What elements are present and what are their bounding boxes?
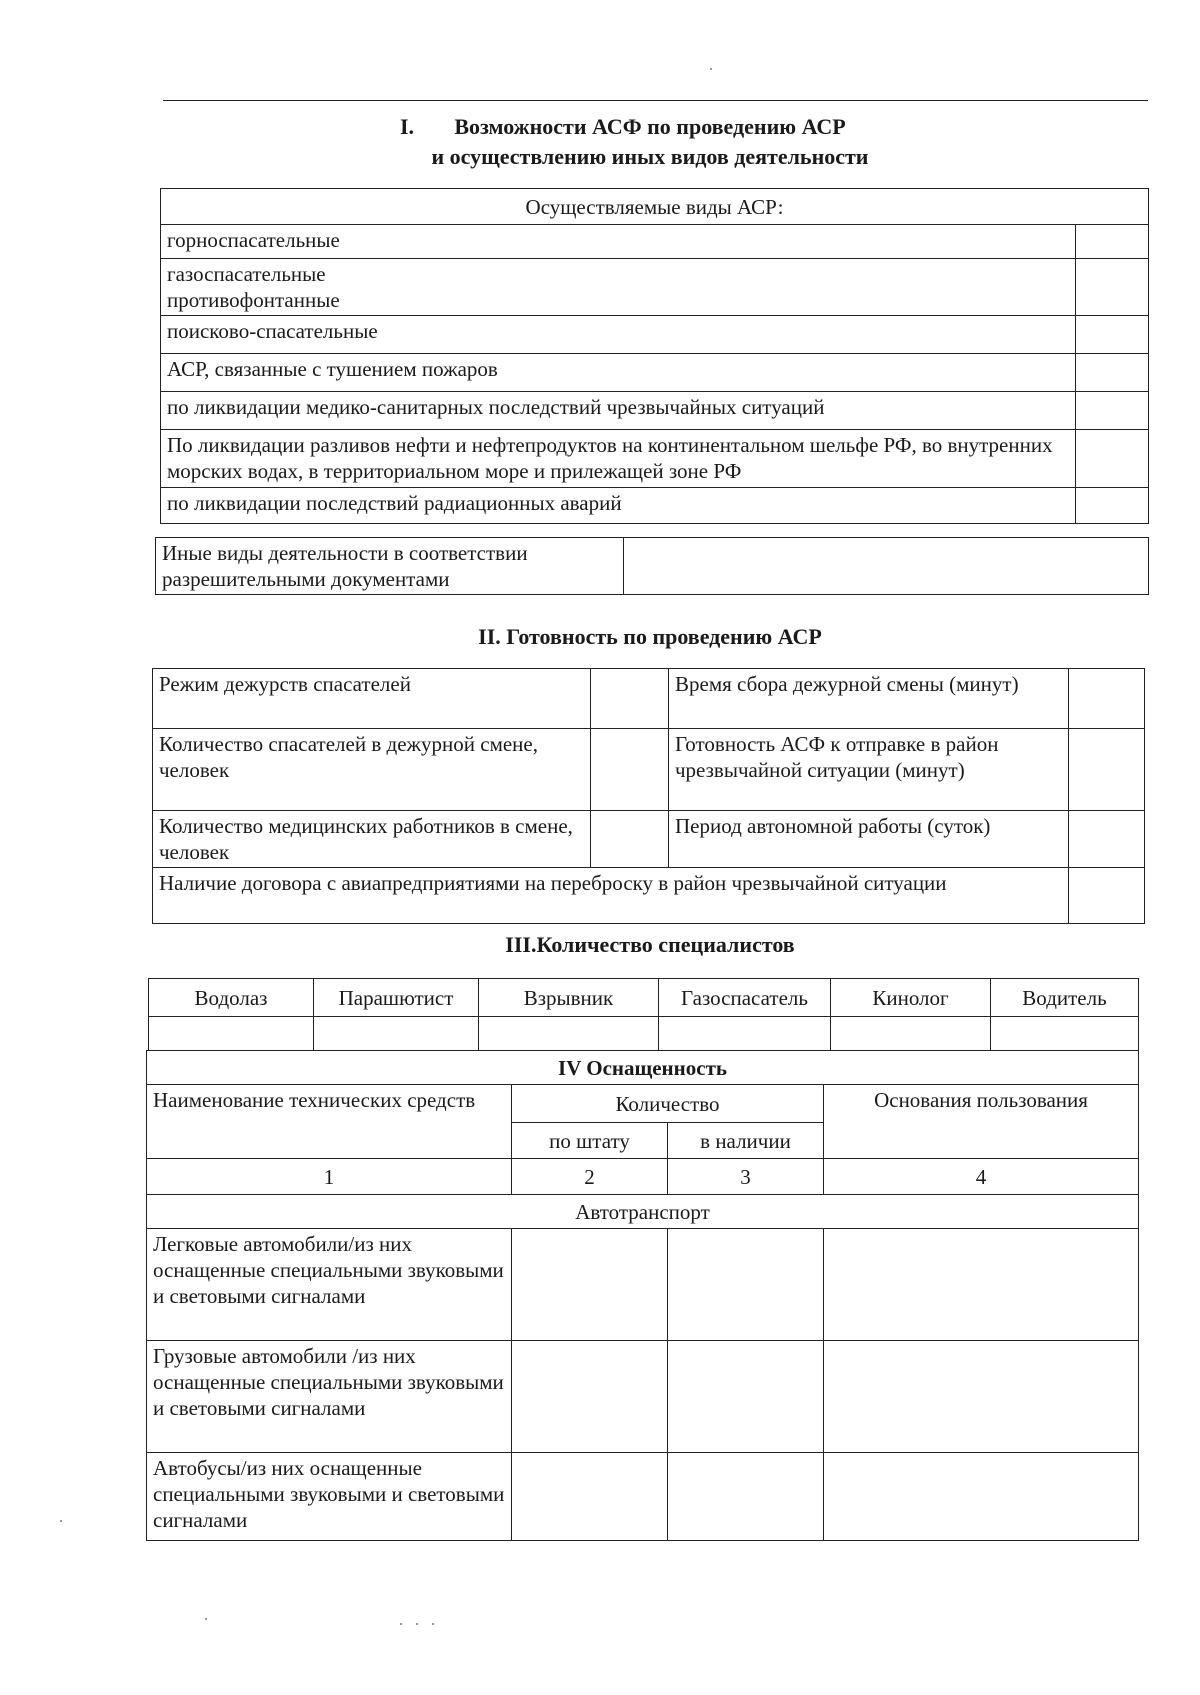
specialist-col-gas-rescuer: Газоспасатель	[659, 979, 831, 1017]
specialist-count-blaster[interactable]	[479, 1017, 659, 1051]
specialists-table	[148, 978, 1139, 1051]
scan-speck	[60, 1520, 62, 1522]
rescuers-on-duty-label: Количество спасателей в дежурной смене, человек	[153, 729, 591, 811]
scan-speck	[400, 1623, 402, 1625]
asr-type-mark-cell[interactable]	[1076, 392, 1149, 430]
rescuers-on-duty-value[interactable]	[591, 729, 669, 811]
quantity-available-header: в наличии	[668, 1123, 824, 1159]
column-number-4: 4	[824, 1159, 1139, 1195]
equipment-buses-basis[interactable]	[824, 1453, 1139, 1541]
dispatch-readiness-value[interactable]	[1069, 729, 1145, 811]
section3-title: III.Количество специалистов	[505, 932, 795, 957]
specialist-col-dog-handler: Кинолог	[831, 979, 991, 1017]
asr-type-row	[161, 259, 1076, 316]
specialist-col-driver: Водитель	[991, 979, 1139, 1017]
equipment-name-header: Наименование технических средств	[147, 1085, 512, 1159]
scan-speck	[432, 1623, 434, 1625]
specialist-count-dog-handler[interactable]	[831, 1017, 991, 1051]
scan-speck	[710, 68, 712, 70]
vehicles-group-header: Автотранспорт	[147, 1195, 1139, 1229]
specialist-col-blaster: Взрывник	[479, 979, 659, 1017]
duty-mode-label: Режим дежурств спасателей	[153, 669, 591, 729]
column-number-1: 1	[147, 1159, 512, 1195]
readiness-table	[152, 668, 1145, 924]
specialist-count-gas-rescuer[interactable]	[659, 1017, 831, 1051]
other-activities-value[interactable]	[624, 538, 1149, 595]
asr-type-fountain: противофонтанные	[167, 288, 340, 312]
asr-type-mark-cell[interactable]	[1076, 354, 1149, 392]
asr-type-row: По ликвидации разливов нефти и нефтепродуктов на континентальном шельфе РФ, во внутренних морских водах, в территориальном море и прилежащей зоне РФ	[161, 430, 1076, 488]
asr-type-mark-cell[interactable]	[1076, 225, 1149, 259]
equipment-trucks-basis[interactable]	[824, 1341, 1139, 1453]
asr-types-header: Осуществляемые виды АСР:	[161, 189, 1149, 225]
equipment-cars-by-staff[interactable]	[512, 1229, 668, 1341]
autonomy-period-value[interactable]	[1069, 811, 1145, 868]
asr-types-table	[160, 188, 1149, 524]
asr-type-gas: газоспасательные	[167, 262, 326, 286]
header-rule	[163, 100, 1148, 101]
equipment-item-cars: Легковые автомобили/из них оснащенные специальными звуковыми и световыми сигналами	[147, 1229, 512, 1341]
specialist-col-parachutist: Парашютист	[314, 979, 479, 1017]
asr-type-row: по ликвидации медико-санитарных последствий чрезвычайных ситуаций	[161, 392, 1076, 430]
equipment-buses-by-staff[interactable]	[512, 1453, 668, 1541]
equipment-cars-available[interactable]	[668, 1229, 824, 1341]
medics-on-shift-value[interactable]	[591, 811, 669, 868]
equipment-cars-basis[interactable]	[824, 1229, 1139, 1341]
section4-title: IV Оснащенность	[147, 1051, 1139, 1085]
asr-type-mark-cell[interactable]	[1076, 430, 1149, 488]
asr-type-mark-cell[interactable]	[1076, 259, 1149, 316]
asr-type-row: горноспасательные	[161, 225, 1076, 259]
column-number-2: 2	[512, 1159, 668, 1195]
section1-title-text: Возможности АСФ по проведению АСР	[454, 114, 846, 139]
specialist-count-parachutist[interactable]	[314, 1017, 479, 1051]
scan-speck	[205, 1618, 207, 1620]
section2-title: II. Готовность по проведению АСР	[478, 624, 822, 649]
section1-title-line1	[150, 112, 1150, 142]
duty-mode-value[interactable]	[591, 669, 669, 729]
equipment-table	[146, 1050, 1139, 1541]
specialist-col-diver: Водолаз	[149, 979, 314, 1017]
shift-gather-time-value[interactable]	[1069, 669, 1145, 729]
autonomy-period-label: Период автономной работы (суток)	[669, 811, 1069, 868]
quantity-header: Количество	[512, 1085, 824, 1123]
asr-type-mark-cell[interactable]	[1076, 488, 1149, 524]
specialist-count-diver[interactable]	[149, 1017, 314, 1051]
medics-on-shift-label: Количество медицинских работников в смене, человек	[153, 811, 591, 868]
other-activities-label: Иные виды деятельности в соответствии разрешительными документами	[156, 538, 624, 595]
equipment-trucks-available[interactable]	[668, 1341, 824, 1453]
section1-title-line2: и осуществлению иных видов деятельности	[431, 144, 869, 169]
air-transfer-contract-label: Наличие договора с авиапредприятиями на переброску в район чрезвычайной ситуации	[153, 868, 1069, 924]
dispatch-readiness-label: Готовность АСФ к отправке в район чрезвычайной ситуации (минут)	[669, 729, 1069, 811]
equipment-item-buses: Автобусы/из них оснащенные специальными звуковыми и световыми сигналами	[147, 1453, 512, 1541]
equipment-trucks-by-staff[interactable]	[512, 1341, 668, 1453]
asr-type-mark-cell[interactable]	[1076, 316, 1149, 354]
other-activities-table	[155, 537, 1149, 595]
equipment-item-trucks: Грузовые автомобили /из них оснащенные специальными звуковыми и световыми сигналами	[147, 1341, 512, 1453]
air-transfer-contract-value[interactable]	[1069, 868, 1145, 924]
quantity-by-staff-header: по штату	[512, 1123, 668, 1159]
usage-basis-header: Основания пользования	[824, 1085, 1139, 1159]
scan-speck	[416, 1623, 418, 1625]
specialist-count-driver[interactable]	[991, 1017, 1139, 1051]
asr-type-row: поисково-спасательные	[161, 316, 1076, 354]
shift-gather-time-label: Время сбора дежурной смены (минут)	[669, 669, 1069, 729]
asr-type-row: АСР, связанные с тушением пожаров	[161, 354, 1076, 392]
section1-numeral: I.	[400, 114, 415, 139]
column-number-3: 3	[668, 1159, 824, 1195]
asr-type-row: по ликвидации последствий радиационных аварий	[161, 488, 1076, 524]
equipment-buses-available[interactable]	[668, 1453, 824, 1541]
